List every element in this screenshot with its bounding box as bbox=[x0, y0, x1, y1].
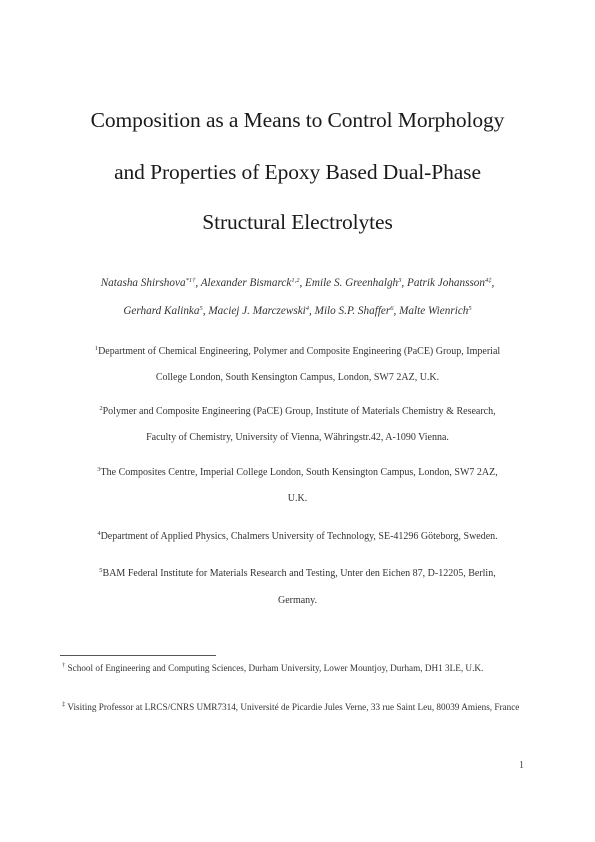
author-affiliation-mark: 3 bbox=[398, 277, 402, 284]
author-affiliation-mark: 1,2 bbox=[291, 277, 300, 284]
affiliation-mark: 4 bbox=[97, 530, 101, 537]
affiliation-3-line-2: U.K. bbox=[287, 493, 308, 504]
author-name: Alexander Bismarck bbox=[200, 277, 292, 289]
title-line-3: Structural Electrolytes bbox=[202, 210, 393, 234]
footnote-mark: ‡ bbox=[62, 701, 66, 708]
author-name: Emile S. Greenhalgh bbox=[305, 277, 399, 289]
author-affiliation-mark: 5 bbox=[468, 305, 472, 312]
affiliation-2-line-2: Faculty of Chemistry, University of Vienna, Währingstr.42, A-1090 Vienna. bbox=[146, 432, 449, 443]
affiliation-5-line-2: Germany. bbox=[277, 595, 318, 606]
author-separator: , bbox=[491, 277, 495, 289]
title-line-2: and Properties of Epoxy Based Dual-Phase bbox=[114, 160, 481, 184]
affiliation-mark: 1 bbox=[94, 345, 99, 352]
author-name: Maciej J. Marczewski bbox=[208, 305, 306, 317]
author-line-2 bbox=[30, 305, 565, 317]
author-name: Milo S.P. Shaffer bbox=[314, 305, 391, 317]
author-name: Patrik Johansson bbox=[407, 277, 485, 289]
author-separator: , bbox=[393, 305, 400, 317]
affiliation-1-line-1: $^1$Department of Chemical Engineering, Polymer and Composite Engineering (PaCE) Group, Imperial bbox=[94, 345, 501, 357]
affiliation-2-line-1: $^2$Polymer and Composite Engineering (PaCE) Group, Institute of Materials Chemistry & Research, bbox=[99, 405, 496, 417]
footnote: ‡ Visiting Professor at LRCS/CNRS UMR7314, Université de Picardie Jules Verne, 33 rue Saint Leu, 80039 Amiens, France bbox=[62, 701, 520, 712]
author-line-1 bbox=[30, 277, 565, 289]
affiliation-4-line-1: $^4$Department of Applied Physics, Chalmers University of Technology, SE-41296 Göteborg, Sweden. bbox=[97, 530, 498, 542]
affiliation-1-line-2: College London, South Kensington Campus, London, SW7 2AZ, U.K. bbox=[155, 372, 440, 383]
affiliation-3-line-1: $^3$The Composites Centre, Imperial College London, South Kensington Campus, London, SW7 2AZ, bbox=[97, 466, 498, 478]
author-separator: , bbox=[401, 277, 407, 289]
author-affiliation-mark: 4 bbox=[305, 305, 310, 312]
affiliation-mark: 3 bbox=[97, 466, 101, 473]
title-line-1: Composition as a Means to Control Morphology bbox=[90, 108, 505, 132]
author-separator: , bbox=[195, 277, 201, 289]
author-name: Malte Wienrich bbox=[399, 305, 469, 317]
author-affiliation-mark: 6 bbox=[390, 305, 394, 312]
author-affiliation-mark: 4‡ bbox=[485, 277, 492, 284]
affiliation-mark: 5 bbox=[99, 567, 103, 574]
author-separator: , bbox=[309, 305, 315, 317]
author-separator: , bbox=[202, 305, 209, 317]
affiliation-mark: 2 bbox=[99, 405, 103, 412]
affiliation-5-line-1: $^5$BAM Federal Institute for Materials Research and Testing, Unter den Eichen 87, D-12205, Berlin, bbox=[99, 567, 496, 579]
author-name: Natasha Shirshova bbox=[100, 277, 186, 289]
footnote-divider bbox=[60, 655, 216, 656]
author-affiliation-mark: 5 bbox=[199, 305, 203, 312]
author-name: Gerhard Kalinka bbox=[123, 305, 200, 317]
author-separator: , bbox=[299, 277, 306, 289]
footnote: † School of Engineering and Computing Sciences, Durham University, Lower Mountjoy, Durham, DH1 3LE, U.K. bbox=[62, 662, 484, 673]
footnote-mark: † bbox=[62, 662, 66, 669]
page-number: 1 bbox=[519, 760, 524, 771]
author-affiliation-mark: *1† bbox=[185, 277, 196, 284]
